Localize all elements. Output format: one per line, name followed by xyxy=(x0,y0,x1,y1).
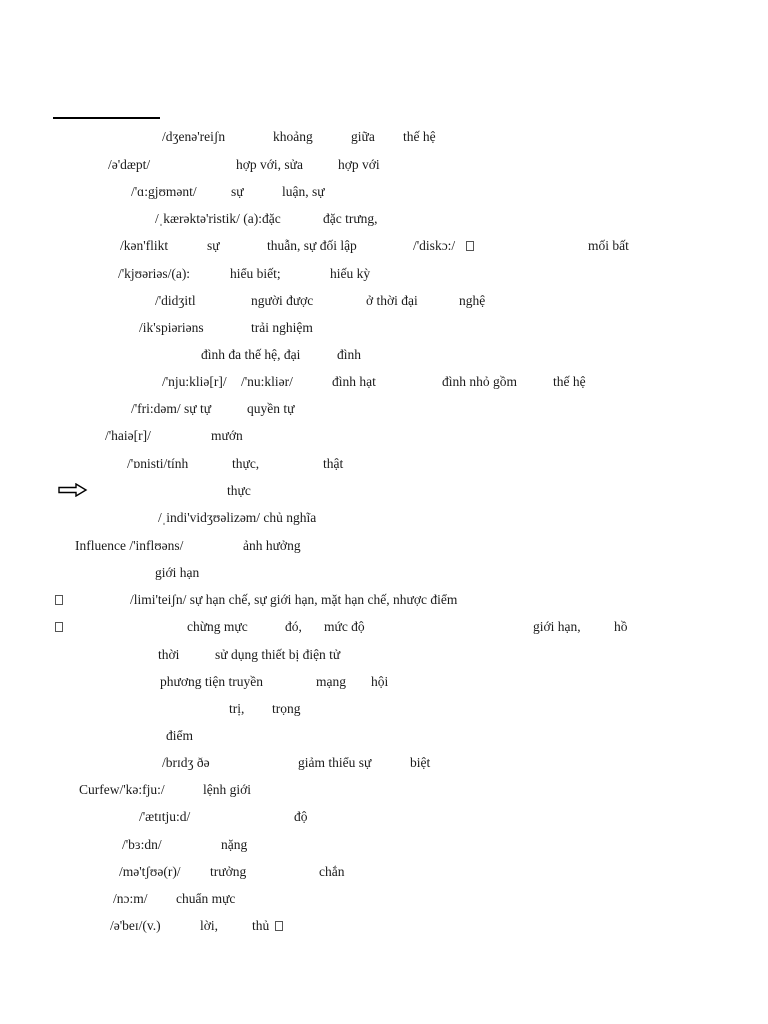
line-20-word-b: sử dụng thiết bị điện tử xyxy=(215,647,341,662)
line-30-word-b: thủ xyxy=(252,918,270,933)
line-2-word-a: hợp với, sửa xyxy=(236,157,303,172)
line-7-word-b: ở thời đại xyxy=(366,293,418,308)
line-12-word-a: mướn xyxy=(211,428,243,443)
line-24-phonetic: /brɪdʒ ðə xyxy=(162,755,210,770)
line-10-phonetic-b: /'nu:kliər/ xyxy=(241,374,293,389)
line-16-word-a: ảnh hưởng xyxy=(243,538,301,553)
line-26-phonetic: /'ætɪtju:d/ xyxy=(139,809,191,824)
missing-glyph-icon xyxy=(466,241,474,251)
line-2-word-b: hợp với xyxy=(338,157,380,172)
missing-glyph-icon xyxy=(55,622,63,632)
line-7-phonetic: /'didʒitl xyxy=(155,293,196,308)
line-1-word-b: giữa xyxy=(351,129,375,144)
line-24-word-a: giảm thiểu sự xyxy=(298,755,372,770)
line-10-word-c: thế hệ xyxy=(553,374,586,389)
line-13-word-a: thực, xyxy=(232,456,260,471)
line-30-phonetic: /ə'beɪ/(v.) xyxy=(110,918,161,933)
line-5-word-b: thuẫn, sự đối lập xyxy=(267,238,357,253)
line-28-word-a: trưởng xyxy=(210,864,247,879)
line-22-word-b: trọng xyxy=(272,701,301,716)
line-9-word-b: đình xyxy=(337,347,362,362)
missing-glyph-icon xyxy=(55,595,63,605)
line-18-phonetic: /limi'teiʃn/ sự hạn chế, sự giới hạn, mặt hạn chế, nhược điểm xyxy=(130,592,458,607)
line-17-word-a: giới hạn xyxy=(155,565,200,580)
line-2-phonetic: /ə'dæpt/ xyxy=(108,157,151,172)
line-3-phonetic: /'ɑ:gjʊmənt/ xyxy=(131,184,197,199)
line-5-word-a: sự xyxy=(207,238,220,253)
line-12-phonetic: /'haiə[r]/ xyxy=(105,428,151,443)
line-1-phonetic: /dʒenə'reiʃn xyxy=(162,129,226,144)
line-25-term: Curfew/'kə:fju:/ xyxy=(79,782,165,797)
line-19-word-b: đó, xyxy=(285,619,302,634)
line-10-word-a: đình hạt xyxy=(332,374,376,389)
line-29-phonetic: /nɔ:m/ xyxy=(113,891,148,906)
line-28-phonetic: /mə'tʃʊə(r)/ xyxy=(119,864,181,879)
heading-underline xyxy=(53,117,160,119)
line-19-word-a: chừng mực xyxy=(187,619,248,634)
line-3-word-a: sự xyxy=(231,184,244,199)
line-1-word-c: thế hệ xyxy=(403,129,436,144)
line-19-word-d: giới hạn, xyxy=(533,619,581,634)
line-21-word-b: mạng xyxy=(316,674,346,689)
line-19-word-e: hồ xyxy=(614,619,628,634)
line-15-phonetic: /ˌindi'vidʒʊəlizəm/ chủ nghĩa xyxy=(158,510,317,525)
line-21-word-a: phương tiện truyền xyxy=(160,674,263,689)
line-27-phonetic: /'bɜ:dn/ xyxy=(122,837,162,852)
line-25-word-a: lệnh giới xyxy=(203,782,252,797)
right-arrow-icon xyxy=(58,483,88,497)
line-29-word-a: chuẩn mực xyxy=(176,891,236,906)
line-10-phonetic: /'nju:kliə[r]/ xyxy=(162,374,227,389)
line-3-word-b: luận, sự xyxy=(282,184,325,199)
line-8-phonetic: /ik'spiəriəns xyxy=(139,320,204,335)
line-7-word-c: nghệ xyxy=(459,293,486,308)
line-28-word-b: chắn xyxy=(319,864,345,879)
line-20-word-a: thời xyxy=(158,647,180,662)
line-9-word-a: đình đa thế hệ, đại xyxy=(201,347,301,362)
line-1-word-a: khoảng xyxy=(273,129,313,144)
line-30-word-a: lời, xyxy=(200,918,219,933)
line-27-word-a: nặng xyxy=(221,837,248,852)
missing-glyph-icon xyxy=(275,921,283,931)
line-6-phonetic: /'kjʊəriəs/(a): xyxy=(118,266,191,281)
line-8-word-a: trải nghiệm xyxy=(251,320,313,335)
line-4-word-a: đặc trưng, xyxy=(323,211,378,226)
line-10-word-b: đình nhỏ gồm xyxy=(442,374,518,389)
line-19-word-c: mức độ xyxy=(324,619,365,634)
line-16-term: Influence /'inflʊəns/ xyxy=(75,538,184,553)
line-23-word-a: điểm xyxy=(166,728,193,743)
line-21-word-c: hội xyxy=(371,674,389,689)
line-6-word-a: hiểu biết; xyxy=(230,266,281,281)
line-5-phonetic: /kən'flikt xyxy=(120,238,169,253)
line-13-phonetic: /'ɒnisti/tính xyxy=(127,456,189,471)
line-24-word-b: biệt xyxy=(410,755,431,770)
line-13-word-b: thật xyxy=(323,456,344,471)
line-26-word-a: độ xyxy=(294,809,308,824)
line-11-phonetic: /'fri:dəm/ sự tự xyxy=(131,401,212,416)
line-6-word-b: hiếu kỳ xyxy=(330,266,371,281)
line-5-word-c: mối bất xyxy=(588,238,629,253)
line-7-word-a: người được xyxy=(251,293,314,308)
line-5-phonetic-b: /'diskɔ:/ xyxy=(413,238,456,253)
line-14-word-a: thực xyxy=(227,483,251,498)
line-22-word-a: trị, xyxy=(229,701,245,716)
line-4-phonetic: /ˌkærəktə'ristik/ (a):đặc xyxy=(155,211,281,226)
line-11-word-a: quyền tự xyxy=(247,401,295,416)
